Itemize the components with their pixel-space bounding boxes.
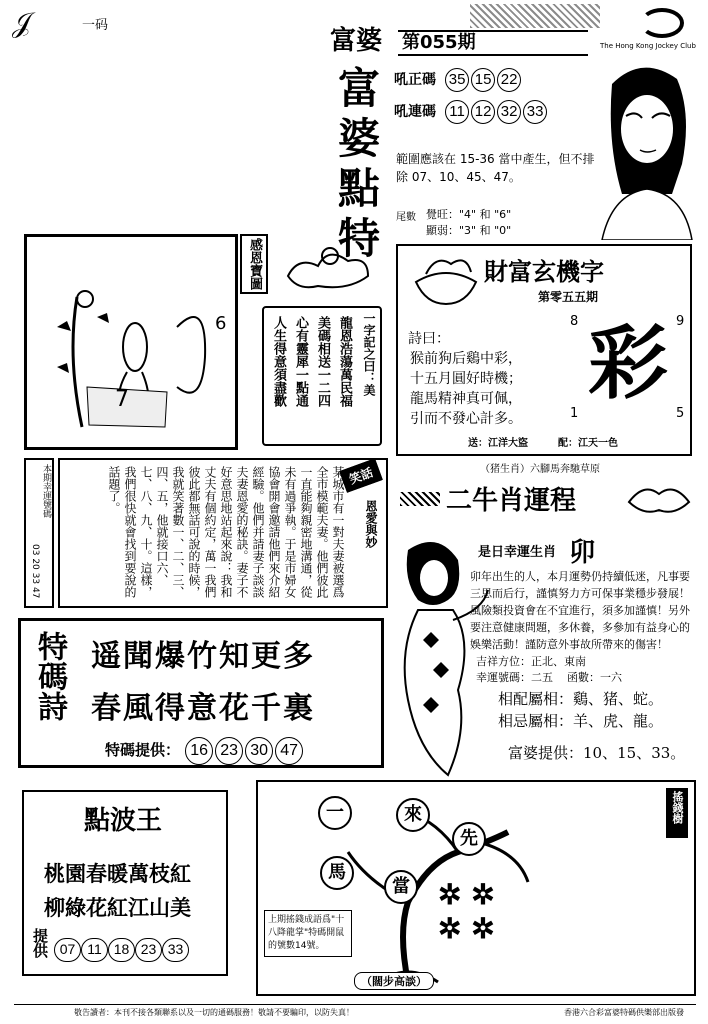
tree-ball-4-char: 馬 [328,862,346,883]
title-char-4: 特 [338,214,381,263]
lian-num-4: 33 [523,100,547,124]
vertical-title [338,64,390,264]
tree-ball-2 [396,798,430,832]
lucky-num-label: 幸運號碼： [476,671,531,684]
caifu-panel [396,244,692,456]
tree-ball-3-char: 先 [460,828,478,849]
treasure-illustration [27,237,235,447]
bowang-line-2: 柳綠花紅江山美 [44,895,191,920]
bowang-title: 點波王 [84,806,163,836]
corner-num-8: 8 [570,314,579,329]
footer-notice: 敬告讀者：本刊不接各類聯系以及一切的通碼服務！敬請不要騙印，以防失真！ [74,1008,354,1017]
special-num-4: 47 [275,737,303,765]
lian-num-2: 12 [471,100,495,124]
tree-ball-5 [384,870,418,904]
direction-value: 正北、東南 [531,655,586,668]
special-poem-line-2: 春風得意花千裏 [91,691,315,726]
tree-ball-4 [320,856,354,890]
bowang-panel [22,790,228,976]
tree-ball-1-char: 一 [326,802,344,823]
humor-panel [58,458,388,608]
zheng-num-2: 15 [471,68,495,92]
direction-label: 吉祥方位： [476,655,531,668]
title-char-1: 富 [338,64,381,113]
caifu-sender: 送：江洋大盜 [468,438,528,449]
bowang-num-1: 07 [54,938,81,962]
swirl-icon: 𝒥 [12,6,32,39]
direction-row [476,654,696,670]
tree-ball-5-char: 當 [392,876,410,897]
avoid-row [498,710,698,731]
weishu-wang: 覺旺："4" 和 "6" [426,208,512,221]
zheng-row [394,68,584,98]
humor-label: 笑話 [339,458,383,493]
caifu-poem-line-1: 猴前狗后鷄中彩， [410,351,522,367]
caifu-pairer: 配：江天一色 [558,438,618,449]
special-num-1: 16 [185,737,213,765]
money-tree-panel [256,780,696,996]
corner-num-1: 1 [570,406,579,421]
lian-num-3: 32 [497,100,521,124]
issue-number: 第055期 [402,32,476,53]
portrait-illustration [592,54,696,240]
lian-label: 吼連碼 [394,104,436,120]
caifu-poem-label: 詩曰： [408,331,450,347]
caifu-note: （猪生肖）六腳馬奔馳草原 [480,464,600,475]
tree-ball-3 [452,822,486,856]
bowang-num-4: 23 [135,938,162,962]
fupo-label: 富婆提供： [508,744,584,762]
brand-title [330,20,382,57]
god-cloud-illustration [278,236,378,296]
lucky-zodiac-char: 卯 [569,538,596,568]
title-char-3: 點 [338,164,381,213]
special-num-2: 23 [215,737,243,765]
woman-portrait [592,54,696,240]
bowang-num-3: 18 [108,938,135,962]
ox-icon [624,482,694,516]
issue-banner [398,30,588,56]
corner-num-9: 9 [676,314,685,329]
special-num-3: 30 [245,737,273,765]
bowang-line-1: 桃園春暖萬枝紅 [44,861,191,886]
money-tree-caption: （闊步高談） [354,972,434,990]
cloud-icon [278,236,378,296]
bowang-provide-label: 提供 [31,928,49,958]
lucky-num-value: 二五 [531,671,553,684]
caifu-poem-line-4: 引而不發心計多。 [410,411,522,427]
shengxiao-header [400,480,700,518]
treasure-num-7: 7 [115,387,129,412]
shengxiao-text: 卯年出生的人，本月運勢仍持續低迷，凡事要三思而后行，謹慎努力方可保事業穩步發展！風險類投資會在不宜進行，須多加謹慎！另外要注意健康問題，多休養，多參加有益身心的娛樂活動！謹防意外事故所帶來的傷害！ [470,570,690,651]
weishu-label: 尾數 [396,212,416,223]
scroll-title: 一字記之曰：美 [362,312,376,396]
brand-name: 富婆 [330,26,383,56]
match-label: 相配屬相： [498,690,574,708]
caifu-poem-line-2: 十五月圓好時機； [410,371,522,387]
lucky-num-row [476,670,696,686]
bowang-nums [54,938,189,962]
scroll-col-1: 龍恩浩蕩萬民福 [337,316,352,407]
title-char-2: 婆 [338,114,381,163]
header-decoration [470,4,600,28]
special-poem-line-1: 遥聞爆竹知更多 [91,639,315,674]
header-tag: 一码 [82,18,109,33]
horseshoe-icon [640,8,684,38]
poem-scroll [262,306,382,446]
last-issue-note: 上期搖錢成語爲"十八降龍掌"特碼開鼠的號數14號。 [264,910,352,957]
treasure-label: 感恩寶圖 [240,234,268,294]
humor-story: 某城市有一對夫妻被選爲全市模範夫妻。他們彼此一直能夠親密地溝通，從未有過爭執。于是市婦女協會開會邀請他們來介紹經驗。他們并請妻子談談夫妻恩愛的秘訣。妻子不好意思地站起來說：我和丈夫有個約定，萬一我們彼此都無話可說的時候，我就笑著數一、二、三、四、五，他就接口六、七、八、九、十。這樣，我們很快就會找到要說的話題了。 [107,466,345,598]
zheng-num-1: 35 [445,68,469,92]
fupo-row [508,742,704,763]
treasure-map-panel [24,234,238,450]
corner-num-5: 5 [676,406,685,421]
zheng-label: 吼正碼 [394,72,436,88]
special-provide-row [105,737,305,765]
forecast-panel [394,68,584,130]
caifu-issue: 第零五五期 [538,290,599,304]
caifu-title: 財富玄機字 [484,257,604,286]
footer-bar [14,1004,696,1020]
match-value: 鷄、猪、蛇。 [573,690,664,708]
bowang-num-5: 33 [162,938,189,962]
jockey-club-label: The Hong Kong Jockey Club [600,42,696,50]
special-poem-label: 特碼詩 [32,631,67,721]
lian-row [394,100,584,130]
bowang-num-2: 11 [81,938,108,962]
lucky-zodiac-row [478,532,698,566]
range-text: 範圍應該在 15-36 當中產生，但不排除 07、10、45、47。 [396,152,595,184]
header-stripe [400,492,440,506]
lian-num-1: 11 [445,100,469,124]
shengxiao-title: 二牛肖運程 [446,486,577,516]
cauldron-icon [406,254,486,310]
scroll-col-4: 人生得意須盡歡 [271,316,286,407]
lucky-codes-label: 本期幸運號碼 [41,464,51,518]
weishu-ruo: 顯弱："3" 和 "0" [426,224,512,237]
humor-subtitle: 恩愛與妙 [364,500,378,548]
fupo-value: 10、15、33。 [583,744,686,762]
shengxiao-info [476,654,696,686]
lucky-codes-nums: 03 20 33 47 [30,544,40,599]
corner-logo [12,4,122,40]
avoid-label: 相忌屬相： [498,712,574,730]
zheng-num-3: 22 [497,68,521,92]
match-row [498,688,698,709]
caifu-big-char: 彩 [588,316,668,410]
money-tree-label: 搖錢樹 [666,788,688,838]
coin-cluster-icon: ✲ ✲ ✲ ✲ [438,878,495,945]
function-value: 一六 [600,671,622,684]
function-label: 函數： [567,671,600,684]
special-provide-label: 特碼提供： [105,741,181,759]
special-poem-panel [18,618,384,768]
treasure-num-6: 6 [215,313,227,334]
lucky-codes-panel [24,458,54,608]
tree-ball-2-char: 來 [404,804,422,825]
caifu-poem-line-3: 龍馬精神真可佩， [410,391,522,407]
lucky-zodiac-label: 是日幸運生肖 [478,545,557,560]
scroll-col-2: 美碼相送一二四 [315,316,330,407]
avoid-value: 羊、虎、龍。 [573,712,664,730]
tree-ball-1 [318,796,352,830]
scroll-col-3: 心有靈犀一點通 [293,316,308,407]
footer-publisher: 香港六合彩富婆特碼供樂部出版發 [564,1008,684,1017]
